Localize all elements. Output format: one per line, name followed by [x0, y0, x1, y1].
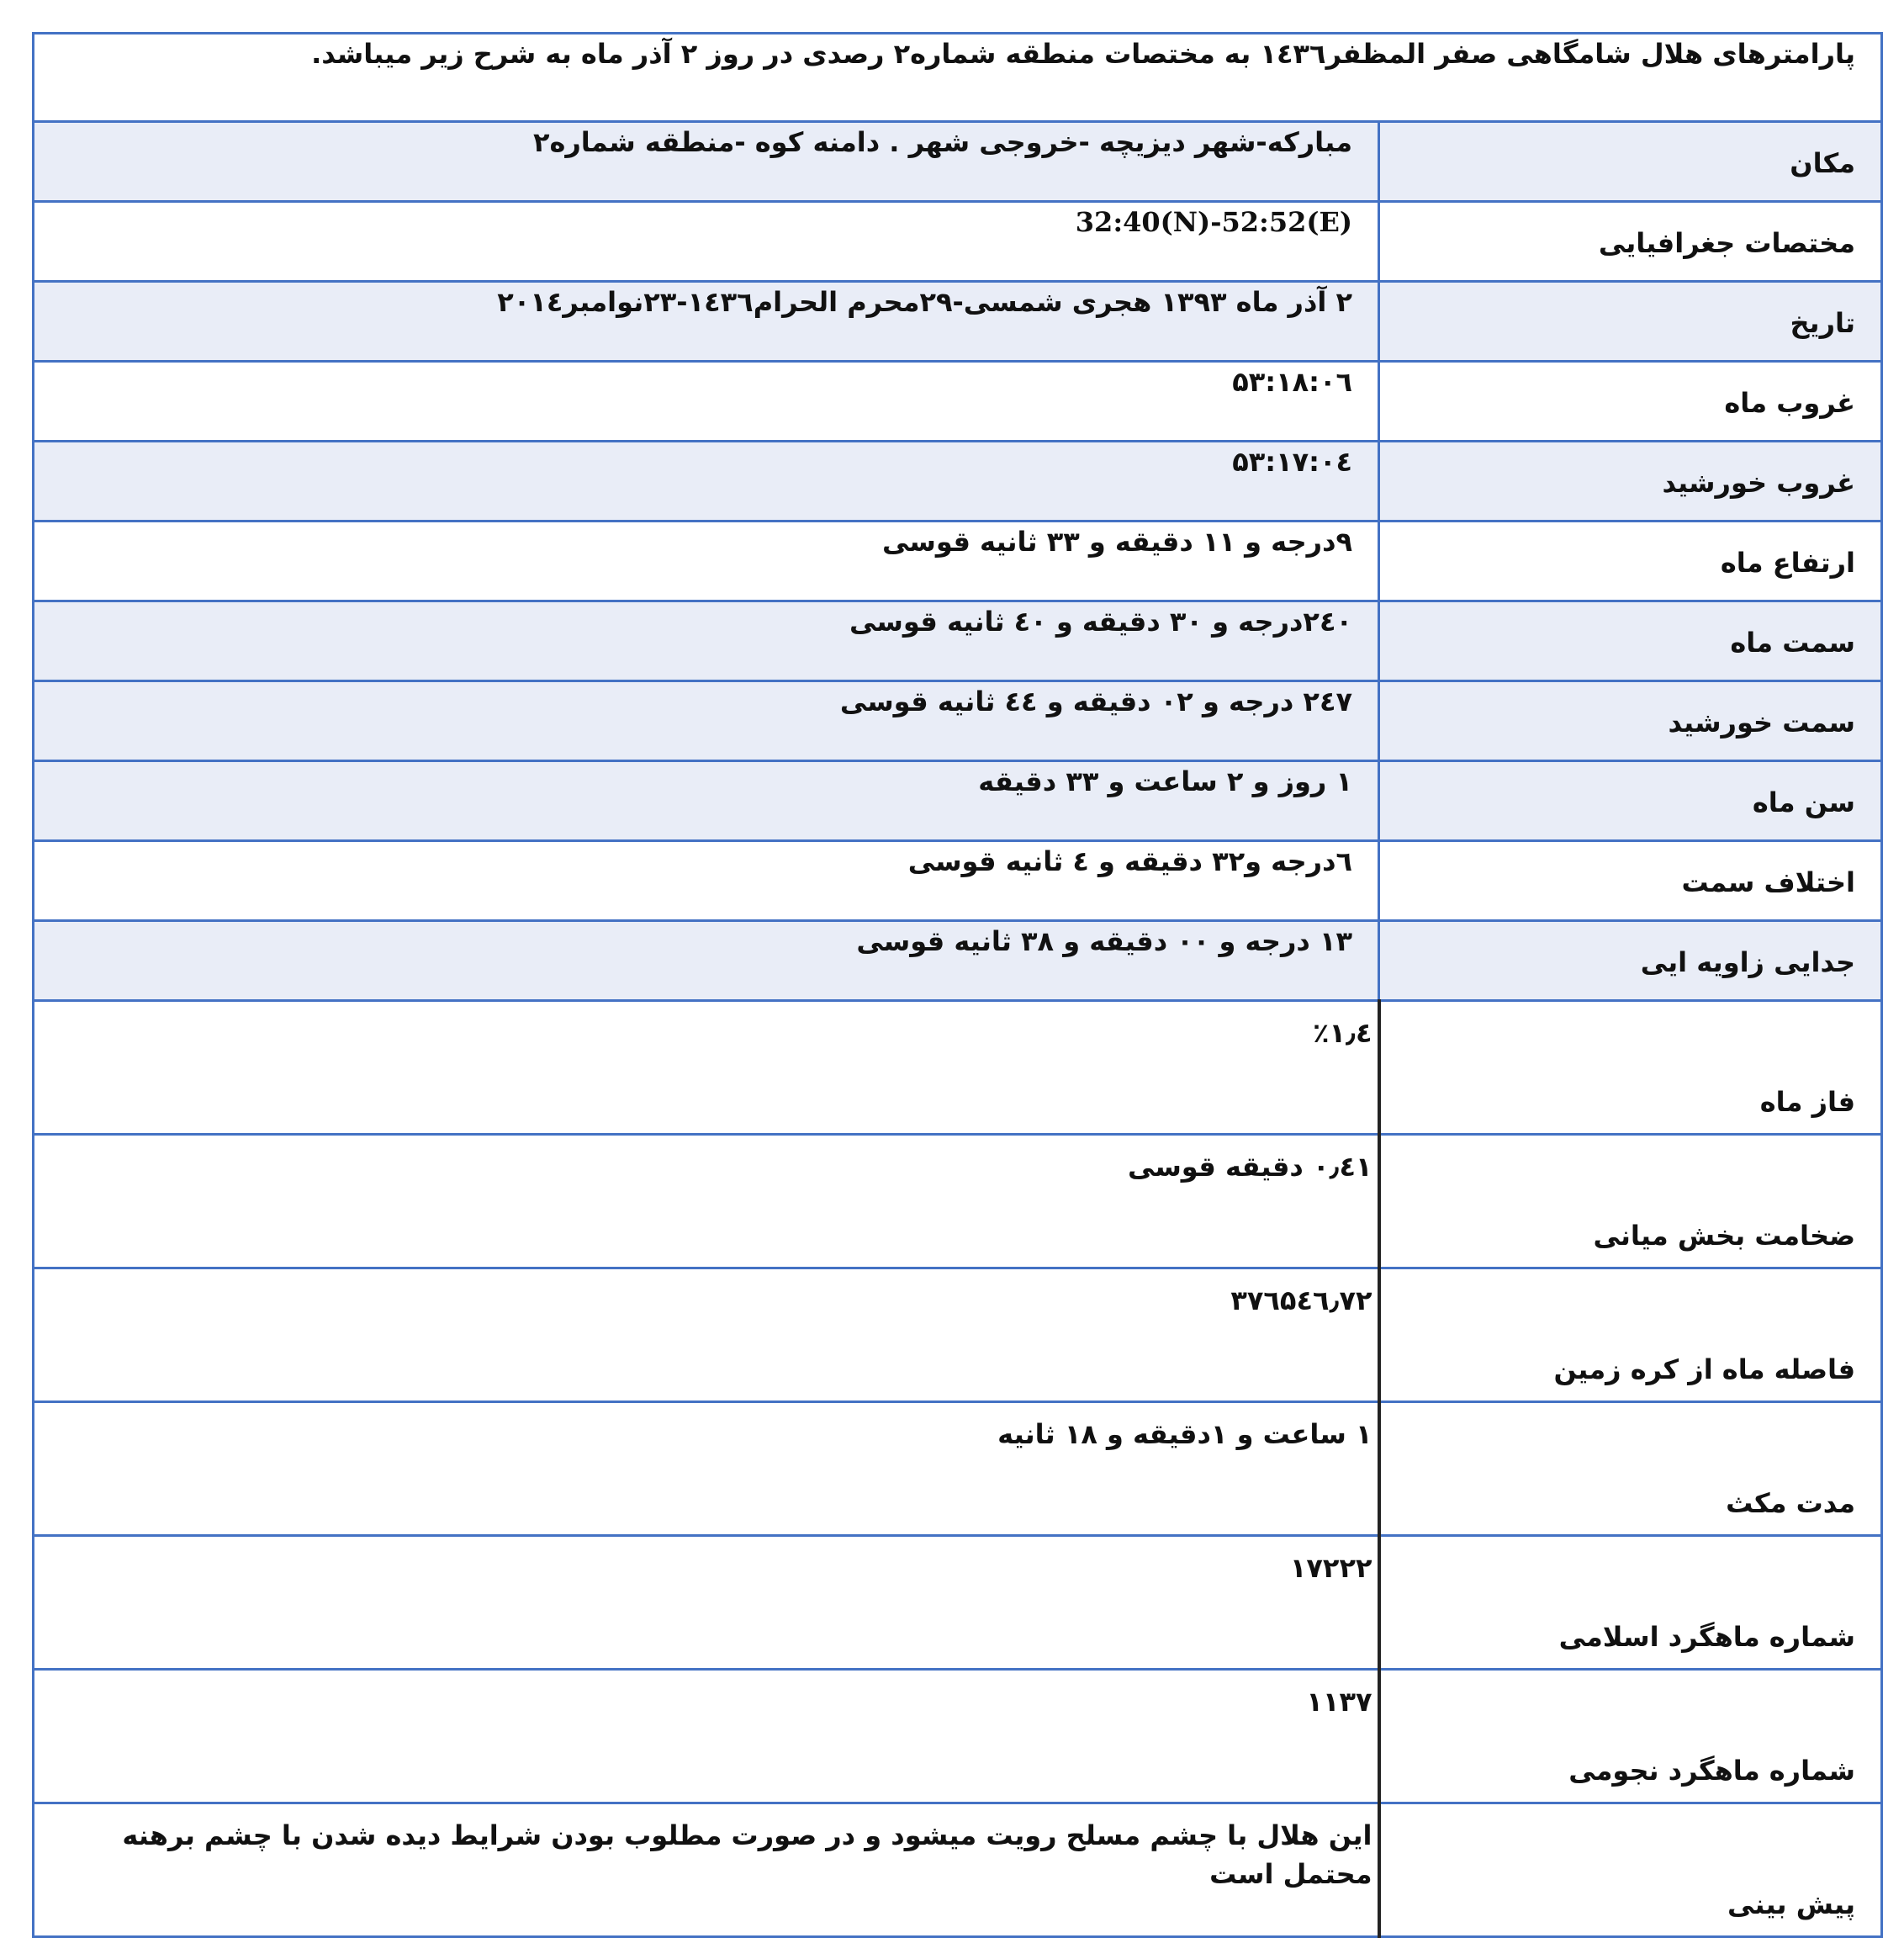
row-label-moon-altitude: ارتفاع ماه [1379, 522, 1882, 601]
row-value-coordinates: 32:40(N)-52:52(E) [1075, 206, 1353, 238]
moon-parameters-table [32, 32, 1883, 1938]
table-row [34, 1001, 1882, 1135]
table-row [34, 122, 1882, 202]
row-label-elongation: جدایی زاویه ایی [1379, 921, 1882, 1001]
row-value-moon-altitude: ۹درجه و ۱۱ دقیقه و ۳۳ ثانیه قوسی [34, 522, 1379, 601]
table-row [34, 1402, 1882, 1536]
table-row [34, 282, 1882, 362]
moon-parameters-document [32, 32, 1880, 1938]
table-row [34, 761, 1882, 841]
row-value-moon-azimuth: ۲٤۰درجه و ۳۰ دقیقه و ٤۰ ثانیه قوسی [34, 601, 1379, 681]
row-label-moonset: غروب ماه [1379, 362, 1882, 442]
document-title: پارامترهای هلال شامگاهی صفر المظفر۱٤۳٦ به مختصات منطقه شماره۲ رصدی در روز ۲ آذر ماه به شرح زیر میباشد. [34, 34, 1882, 122]
row-value-location: مبارکه-شهر دیزیچه -خروجی شهر . دامنه کوه -منطقه شماره۲ [34, 122, 1379, 202]
row-label-astronomical-lunation: شماره ماهگرد نجومی [1379, 1670, 1882, 1803]
table-row [34, 522, 1882, 601]
row-label-islamic-lunation: شماره ماهگرد اسلامی [1379, 1536, 1882, 1670]
row-value-moon-phase: ۱٫٤٪ [34, 1001, 1379, 1135]
row-label-sun-azimuth: سمت خورشید [1379, 681, 1882, 761]
row-label-moon-azimuth: سمت ماه [1379, 601, 1882, 681]
table-row [34, 1268, 1882, 1402]
table-row [34, 601, 1882, 681]
table-row [34, 362, 1882, 442]
row-value-sunset: ۱۷:۰٤:۵۳ [34, 442, 1379, 522]
row-label-lag-time: مدت مکث [1379, 1402, 1882, 1536]
title-row [34, 34, 1882, 122]
table-row [34, 681, 1882, 761]
row-value-moon-age: ۱ روز و ۲ ساعت و ۳۳ دقیقه [34, 761, 1379, 841]
table-row [34, 921, 1882, 1001]
row-label-prediction: پیش بینی [1379, 1803, 1882, 1937]
row-value-moonset: ۱۸:۰٦:۵۳ [34, 362, 1379, 442]
table-row [34, 442, 1882, 522]
row-label-moon-age: سن ماه [1379, 761, 1882, 841]
row-value-sun-azimuth: ۲٤۷ درجه و ۰۲ دقیقه و ٤٤ ثانیه قوسی [34, 681, 1379, 761]
row-value-moon-distance: ۳۷٦۵٤٦٫۷۲ [34, 1268, 1379, 1402]
table-row [34, 841, 1882, 921]
row-value-crescent-width: ۰٫٤۱ دقیقه قوسی [34, 1135, 1379, 1268]
row-label-moon-distance: فاصله ماه از کره زمین [1379, 1268, 1882, 1402]
table-row [34, 1135, 1882, 1268]
row-value-azimuth-difference: ٦درجه و۳۲ دقیقه و ٤ ثانیه قوسی [34, 841, 1379, 921]
row-label-azimuth-difference: اختلاف سمت [1379, 841, 1882, 921]
row-label-location: مکان [1379, 122, 1882, 202]
row-value-lag-time: ۱ ساعت و ۱دقیقه و ۱۸ ثانیه [34, 1402, 1379, 1536]
row-label-crescent-width: ضخامت بخش میانی [1379, 1135, 1882, 1268]
table-row [34, 1536, 1882, 1670]
row-label-coordinates: مختصات جغرافیایی [1379, 202, 1882, 282]
row-value-islamic-lunation: ۱۷۲۲۲ [34, 1536, 1379, 1670]
row-value-elongation: ۱۳ درجه و ۰۰ دقیقه و ۳۸ ثانیه قوسی [34, 921, 1379, 1001]
row-value-date: ۲ آذر ماه ۱۳۹۳ هجری شمسی-۲۹محرم الحرام۱٤۳٦-۲۳نوامبر۲۰۱٤ [34, 282, 1379, 362]
row-label-date: تاریخ [1379, 282, 1882, 362]
row-label-sunset: غروب خورشید [1379, 442, 1882, 522]
table-row [34, 202, 1882, 282]
table-row [34, 1670, 1882, 1803]
table-row [34, 1803, 1882, 1937]
row-label-moon-phase: فاز ماه [1379, 1001, 1882, 1135]
row-value-prediction: این هلال با چشم مسلح رویت میشود و در صورت مطلوب بودن شرایط دیده شدن با چشم برهنه محتمل است [34, 1803, 1379, 1937]
row-value-cell [34, 202, 1379, 282]
row-value-astronomical-lunation: ۱۱۳۷ [34, 1670, 1379, 1803]
